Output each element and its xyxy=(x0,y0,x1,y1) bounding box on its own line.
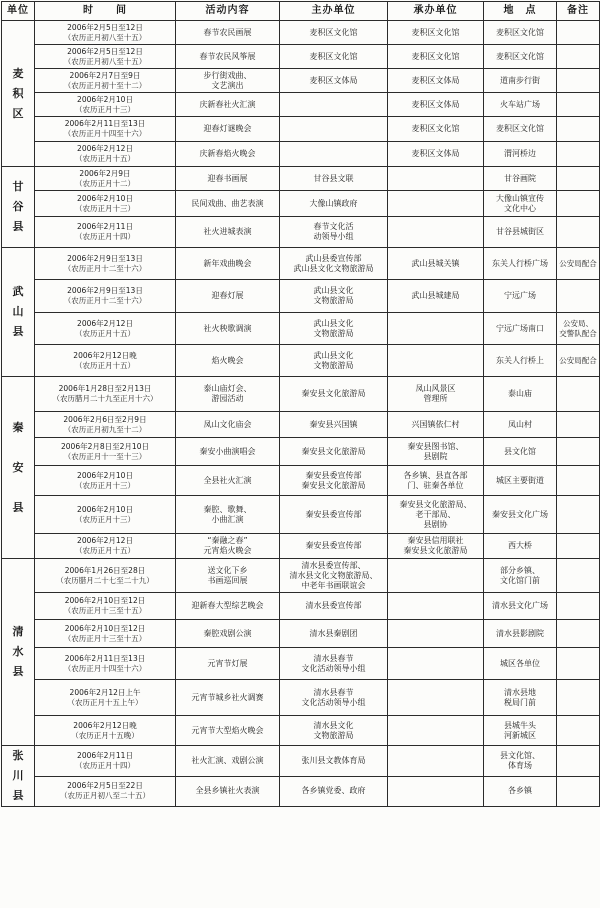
place-cell: 甘谷画院 xyxy=(484,167,557,191)
header-row xyxy=(2,2,600,21)
place-cell: 清水县地 税局门前 xyxy=(484,680,557,716)
activity-cell: 社火进城表演 xyxy=(176,217,280,248)
time-cell: 2006年2月6日至2月9日 （农历正月初九至十二） xyxy=(35,412,176,438)
host-cell: 武山县委宣传部 武山县文化文物旅游局 xyxy=(280,248,388,280)
organizer-cell xyxy=(388,167,484,191)
note-cell xyxy=(557,191,600,217)
header-activity: 活动内容 xyxy=(176,2,280,21)
table-row xyxy=(2,313,600,345)
host-cell: 武山县文化 文物旅游局 xyxy=(280,345,388,377)
place-cell: 县文化馆 xyxy=(484,438,557,466)
host-cell: 秦安县文化旅游局 xyxy=(280,438,388,466)
host-cell: 麦积区文化馆 xyxy=(280,45,388,69)
table-row xyxy=(2,496,600,534)
table-row xyxy=(2,217,600,248)
place-cell: 清水县影剧院 xyxy=(484,620,557,648)
table-row xyxy=(2,648,600,680)
host-cell: 各乡镇党委、政府 xyxy=(280,776,388,807)
table-row xyxy=(2,716,600,746)
time-cell: 2006年2月12日上午 （农历正月十五上午） xyxy=(35,680,176,716)
place-cell: 泰山庙 xyxy=(484,377,557,412)
place-cell: 宁远广场南口 xyxy=(484,313,557,345)
host-cell: 秦安县文化旅游局 xyxy=(280,377,388,412)
note-cell xyxy=(557,438,600,466)
activity-cell: 焰火晚会 xyxy=(176,345,280,377)
table-row xyxy=(2,680,600,716)
place-cell: 西大桥 xyxy=(484,534,557,559)
table-row xyxy=(2,593,600,620)
organizer-cell: 兴国镇依仁村 xyxy=(388,412,484,438)
activity-cell: 迎新春大型综艺晚会 xyxy=(176,593,280,620)
time-cell: 2006年2月9日 （农历正月十二） xyxy=(35,167,176,191)
organizer-cell: 武山县城关镇 xyxy=(388,248,484,280)
note-cell xyxy=(557,620,600,648)
place-cell: 秦安县文化广场 xyxy=(484,496,557,534)
activity-cell: “秦融之春” 元宵焰火晚会 xyxy=(176,534,280,559)
activity-cell: 元宵节大型焰火晚会 xyxy=(176,716,280,746)
time-cell: 2006年2月9日至13日 （农历正月十二至十六） xyxy=(35,280,176,313)
time-cell: 2006年2月9日至13日 （农历正月十二至十六） xyxy=(35,248,176,280)
place-cell: 渭河桥边 xyxy=(484,142,557,167)
place-cell: 清水县文化广场 xyxy=(484,593,557,620)
host-cell xyxy=(280,142,388,167)
activity-cell: 泰山庙灯会、 游园活动 xyxy=(176,377,280,412)
place-cell: 县文化馆、 体育场 xyxy=(484,746,557,777)
organizer-cell: 麦积区文体局 xyxy=(388,142,484,167)
activity-cell: 元宵节城乡社火调赛 xyxy=(176,680,280,716)
host-cell: 甘谷县文联 xyxy=(280,167,388,191)
host-cell: 清水县春节 文化活动领导小组 xyxy=(280,680,388,716)
host-cell xyxy=(280,117,388,142)
place-cell: 东关人行桥上 xyxy=(484,345,557,377)
unit-cell: 麦 积 区 xyxy=(2,21,35,167)
time-cell: 2006年2月12日晚 （农历正月十五） xyxy=(35,345,176,377)
time-cell: 2006年2月11日至13日 （农历正月十四至十六） xyxy=(35,117,176,142)
activity-cell: 春节农民风筝展 xyxy=(176,45,280,69)
activity-cell: 社火秧歌调演 xyxy=(176,313,280,345)
host-cell: 秦安县委宣传部 xyxy=(280,496,388,534)
host-cell: 春节文化活 动领导小组 xyxy=(280,217,388,248)
time-cell: 2006年2月5日至12日 （农历正月初八至十五） xyxy=(35,45,176,69)
place-cell: 宁远广场 xyxy=(484,280,557,313)
host-cell: 清水县秦剧团 xyxy=(280,620,388,648)
table-row xyxy=(2,93,600,117)
note-cell: 公安局配合 xyxy=(557,248,600,280)
time-cell: 2006年2月10日 （农历正月十三） xyxy=(35,93,176,117)
header-note: 备注 xyxy=(557,2,600,21)
organizer-cell: 秦安县信用联社 秦安县文化旅游局 xyxy=(388,534,484,559)
activity-cell: 送文化下乡 书画巡回展 xyxy=(176,559,280,593)
table-row xyxy=(2,69,600,93)
place-cell: 各乡镇 xyxy=(484,776,557,807)
time-cell: 2006年2月12日 （农历正月十五） xyxy=(35,534,176,559)
activity-cell: 庆新春焰火晚会 xyxy=(176,142,280,167)
table-row xyxy=(2,248,600,280)
activity-cell: 元宵节灯展 xyxy=(176,648,280,680)
organizer-cell: 武山县城建局 xyxy=(388,280,484,313)
organizer-cell xyxy=(388,620,484,648)
time-cell: 2006年2月5日至22日 （农历正月初八至二十五） xyxy=(35,776,176,807)
place-cell: 城区主要街道 xyxy=(484,466,557,496)
activity-cell: 迎春灯展 xyxy=(176,280,280,313)
place-cell: 麦积区文化馆 xyxy=(484,21,557,45)
table-row xyxy=(2,466,600,496)
time-cell: 2006年2月11日 （农历正月十四） xyxy=(35,217,176,248)
time-cell: 2006年2月7日至9日 （农历正月初十至十二） xyxy=(35,69,176,93)
organizer-cell: 秦安县文化旅游局、 老干部局、 县剧协 xyxy=(388,496,484,534)
organizer-cell: 麦积区文体局 xyxy=(388,93,484,117)
host-cell: 清水县委宣传部 xyxy=(280,593,388,620)
unit-cell: 张 川 县 xyxy=(2,746,35,807)
table-row xyxy=(2,167,600,191)
table-row xyxy=(2,438,600,466)
table-row xyxy=(2,746,600,777)
activity-cell: 全县社火汇演 xyxy=(176,466,280,496)
table-row xyxy=(2,412,600,438)
activity-cell: 迎春灯谜晚会 xyxy=(176,117,280,142)
activity-schedule-table xyxy=(1,1,600,807)
table-row xyxy=(2,191,600,217)
note-cell: 公安局、 交警队配合 xyxy=(557,313,600,345)
host-cell: 武山县文化 文物旅游局 xyxy=(280,280,388,313)
host-cell: 秦安县委宣传部 秦安县文化旅游局 xyxy=(280,466,388,496)
host-cell: 清水县文化 文物旅游局 xyxy=(280,716,388,746)
unit-cell: 秦 安 县 xyxy=(2,377,35,559)
table-row xyxy=(2,345,600,377)
note-cell xyxy=(557,280,600,313)
note-cell xyxy=(557,93,600,117)
organizer-cell: 麦积区文体局 xyxy=(388,69,484,93)
activity-cell: 新年戏曲晚会 xyxy=(176,248,280,280)
host-cell: 秦安县兴国镇 xyxy=(280,412,388,438)
header-place: 地 点 xyxy=(484,2,557,21)
note-cell xyxy=(557,680,600,716)
organizer-cell: 麦积区文化馆 xyxy=(388,45,484,69)
note-cell xyxy=(557,377,600,412)
activity-cell: 庆新春社火汇演 xyxy=(176,93,280,117)
table-row xyxy=(2,117,600,142)
header-organizer: 承办单位 xyxy=(388,2,484,21)
time-cell: 2006年1月26日至28日 （农历腊月二十七至二十九） xyxy=(35,559,176,593)
activity-cell: 迎春书画展 xyxy=(176,167,280,191)
note-cell xyxy=(557,142,600,167)
time-cell: 2006年2月10日至12日 （农历正月十三至十五） xyxy=(35,593,176,620)
activity-cell: 凤山文化庙会 xyxy=(176,412,280,438)
organizer-cell xyxy=(388,680,484,716)
time-cell: 2006年2月11日至13日 （农历正月十四至十六） xyxy=(35,648,176,680)
unit-cell: 清 水 县 xyxy=(2,559,35,746)
note-cell xyxy=(557,466,600,496)
table-row xyxy=(2,21,600,45)
organizer-cell xyxy=(388,313,484,345)
activity-cell: 春节农民画展 xyxy=(176,21,280,45)
time-cell: 2006年2月10日 （农历正月十三） xyxy=(35,466,176,496)
host-cell: 麦积区文体局 xyxy=(280,69,388,93)
organizer-cell: 凤山风景区 管理所 xyxy=(388,377,484,412)
table-row xyxy=(2,377,600,412)
place-cell: 大像山镇宣传 文化中心 xyxy=(484,191,557,217)
host-cell: 麦积区文化馆 xyxy=(280,21,388,45)
note-cell xyxy=(557,746,600,777)
unit-cell: 武 山 县 xyxy=(2,248,35,377)
host-cell: 张川县文教体育局 xyxy=(280,746,388,777)
organizer-cell xyxy=(388,648,484,680)
note-cell xyxy=(557,648,600,680)
table-row xyxy=(2,534,600,559)
header-time: 时 间 xyxy=(35,2,176,21)
table-row xyxy=(2,776,600,807)
place-cell: 麦积区文化馆 xyxy=(484,117,557,142)
place-cell: 麦积区文化馆 xyxy=(484,45,557,69)
organizer-cell xyxy=(388,217,484,248)
place-cell: 东关人行桥广场 xyxy=(484,248,557,280)
header-unit: 单位 xyxy=(2,2,35,21)
organizer-cell xyxy=(388,776,484,807)
document-page xyxy=(0,1,600,908)
place-cell: 甘谷县城街区 xyxy=(484,217,557,248)
activity-cell: 全县乡镇社火表演 xyxy=(176,776,280,807)
activity-cell: 步行街戏曲、 文艺演出 xyxy=(176,69,280,93)
table-row xyxy=(2,280,600,313)
time-cell: 2006年2月10日 （农历正月十三） xyxy=(35,496,176,534)
host-cell: 清水县春节 文化活动领导小组 xyxy=(280,648,388,680)
activity-cell: 秦腔戏剧公演 xyxy=(176,620,280,648)
note-cell xyxy=(557,776,600,807)
time-cell: 2006年2月10日至12日 （农历正月十三至十五） xyxy=(35,620,176,648)
time-cell: 2006年2月8日至2月10日 （农历正月十一至十三） xyxy=(35,438,176,466)
time-cell: 2006年2月12日 （农历正月十五） xyxy=(35,313,176,345)
table-body xyxy=(2,21,600,807)
place-cell: 部分乡镇、 文化馆门前 xyxy=(484,559,557,593)
unit-cell: 甘 谷 县 xyxy=(2,167,35,248)
organizer-cell xyxy=(388,559,484,593)
table-row xyxy=(2,620,600,648)
note-cell xyxy=(557,21,600,45)
table-row xyxy=(2,142,600,167)
organizer-cell xyxy=(388,593,484,620)
header-host: 主办单位 xyxy=(280,2,388,21)
activity-cell: 秦安小曲演唱会 xyxy=(176,438,280,466)
time-cell: 2006年2月12日 （农历正月十五） xyxy=(35,142,176,167)
note-cell xyxy=(557,496,600,534)
time-cell: 2006年2月10日 （农历正月十三） xyxy=(35,191,176,217)
place-cell: 凤山村 xyxy=(484,412,557,438)
table-row xyxy=(2,559,600,593)
organizer-cell xyxy=(388,345,484,377)
host-cell: 武山县文化 文物旅游局 xyxy=(280,313,388,345)
table-row xyxy=(2,45,600,69)
time-cell: 2006年2月12日晚 （农历正月十五晚） xyxy=(35,716,176,746)
host-cell: 秦安县委宣传部 xyxy=(280,534,388,559)
place-cell: 城区各单位 xyxy=(484,648,557,680)
host-cell xyxy=(280,93,388,117)
note-cell xyxy=(557,217,600,248)
organizer-cell: 秦安县图书馆、 县剧院 xyxy=(388,438,484,466)
time-cell: 2006年2月5日至12日 （农历正月初八至十五） xyxy=(35,21,176,45)
activity-cell: 民间戏曲、曲艺表演 xyxy=(176,191,280,217)
host-cell: 大像山镇政府 xyxy=(280,191,388,217)
note-cell xyxy=(557,117,600,142)
place-cell: 县城牛头 河新城区 xyxy=(484,716,557,746)
note-cell xyxy=(557,45,600,69)
organizer-cell xyxy=(388,746,484,777)
note-cell xyxy=(557,534,600,559)
time-cell: 2006年2月11日 （农历正月十四） xyxy=(35,746,176,777)
note-cell: 公安局配合 xyxy=(557,345,600,377)
note-cell xyxy=(557,167,600,191)
note-cell xyxy=(557,412,600,438)
host-cell: 清水县委宣传部、 清水县文化文物旅游局、 中老年书画联谊会 xyxy=(280,559,388,593)
activity-cell: 秦腔、歌舞、 小曲汇演 xyxy=(176,496,280,534)
organizer-cell xyxy=(388,716,484,746)
note-cell xyxy=(557,716,600,746)
time-cell: 2006年1月28日至2月13日 （农历腊月二十九至正月十六） xyxy=(35,377,176,412)
place-cell: 道南步行街 xyxy=(484,69,557,93)
organizer-cell: 各乡镇、县直各部 门、驻秦各单位 xyxy=(388,466,484,496)
note-cell xyxy=(557,69,600,93)
place-cell: 火车站广场 xyxy=(484,93,557,117)
organizer-cell: 麦积区文化馆 xyxy=(388,21,484,45)
note-cell xyxy=(557,593,600,620)
organizer-cell xyxy=(388,191,484,217)
note-cell xyxy=(557,559,600,593)
organizer-cell: 麦积区文化馆 xyxy=(388,117,484,142)
activity-cell: 社火汇演、戏剧公演 xyxy=(176,746,280,777)
